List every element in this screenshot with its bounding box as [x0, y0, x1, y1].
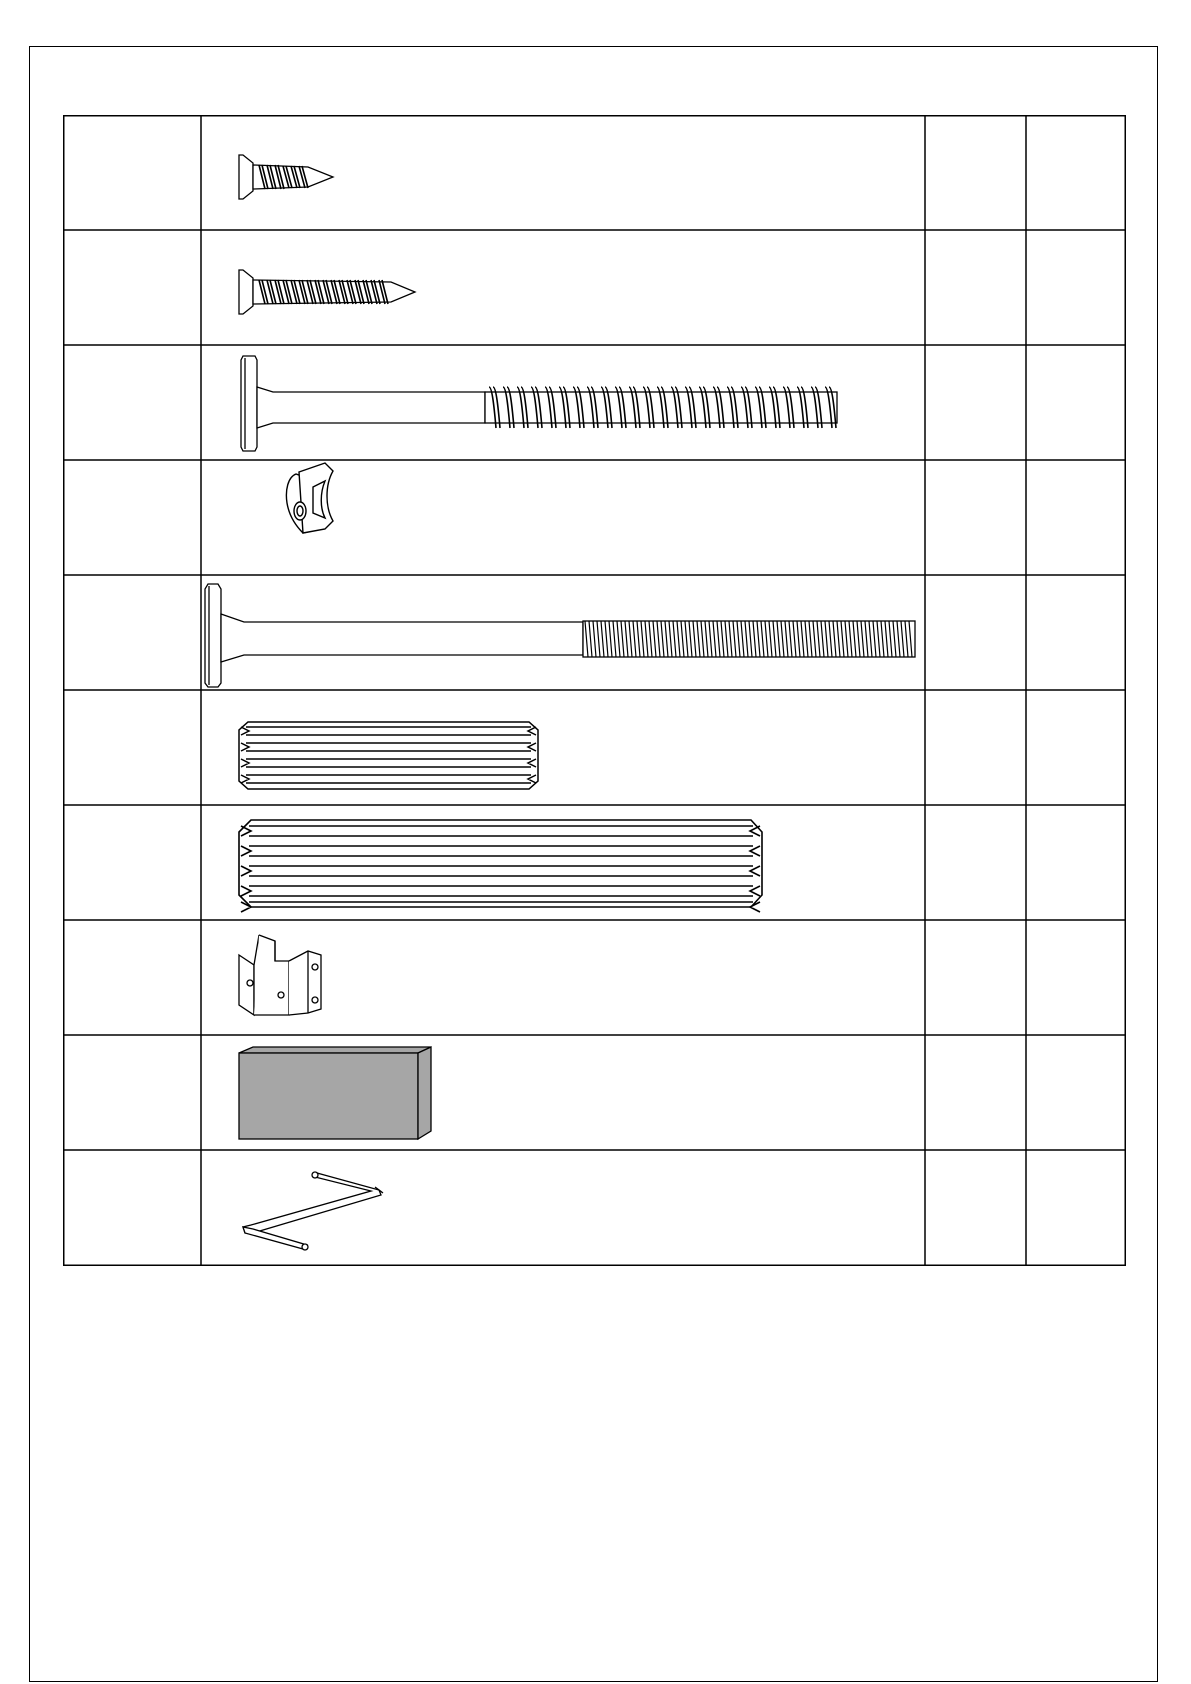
cam-nut-icon: [286, 463, 333, 533]
connector-bolt-icon: [241, 356, 837, 451]
parts-table: [63, 115, 1126, 1266]
table-grid: [63, 115, 1126, 1266]
allen-key-icon: [243, 1172, 383, 1250]
short-dowel-icon: [239, 722, 538, 789]
spacer-block-icon: [239, 1047, 431, 1139]
angle-bracket-icon: [239, 935, 321, 1015]
short-wood-screw-icon: [239, 155, 333, 199]
long-wood-screw-icon: [239, 270, 415, 314]
long-dowel-icon: [239, 820, 762, 912]
machine-bolt-icon: [205, 584, 915, 687]
